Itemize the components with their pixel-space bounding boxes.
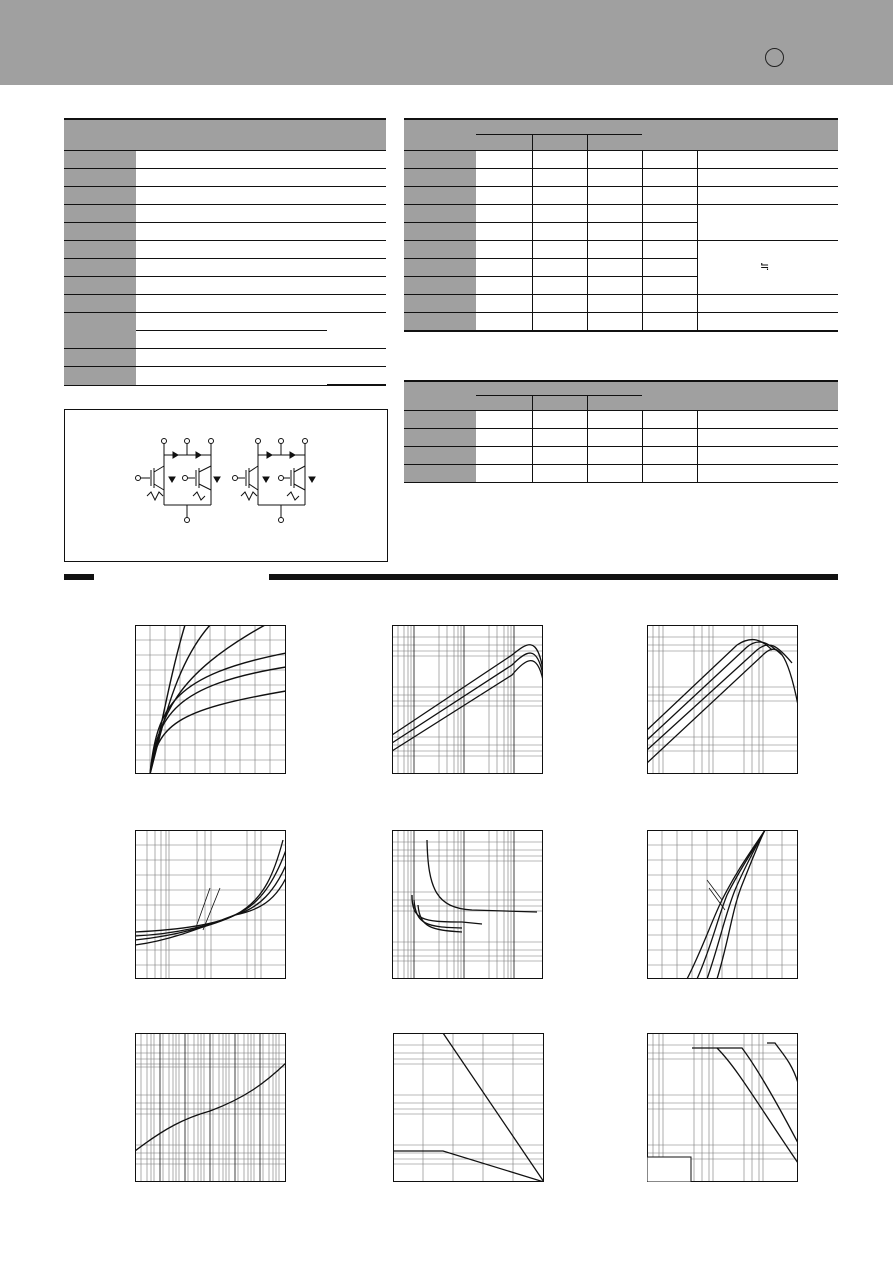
table-row: [64, 367, 386, 386]
circle-mark-icon: [765, 48, 784, 67]
switching-table-header: [404, 382, 838, 396]
table-row: [404, 447, 838, 465]
table-row: [404, 465, 838, 483]
ratings-table: [64, 120, 386, 386]
table-row: [64, 259, 386, 277]
table-row: [404, 151, 838, 169]
approx-symbol: ≒: [760, 261, 770, 273]
table-row: [64, 187, 386, 205]
table-row: [404, 411, 838, 429]
igbt-module-circuit-icon: [65, 410, 387, 561]
header-bar: [0, 0, 893, 85]
table-row: [404, 169, 838, 187]
table-row: [64, 169, 386, 187]
graph-derating: [393, 1033, 544, 1182]
table-row: [64, 151, 386, 169]
table-row: [64, 277, 386, 295]
table-row: [404, 187, 838, 205]
switching-table: [404, 382, 838, 483]
table-row: [64, 295, 386, 313]
graph-output-characteristics: [135, 625, 286, 774]
table-row: [404, 241, 838, 259]
section-bar-long: [269, 574, 838, 580]
graph-thermal-impedance: [135, 1033, 286, 1182]
table-row: [404, 313, 838, 332]
graph-safe-operating-area: [392, 625, 543, 774]
characteristics-table: [404, 120, 838, 332]
graph-capacitance: [135, 830, 286, 979]
characteristics-table-header: [404, 120, 838, 134]
table-row: [64, 241, 386, 259]
circuit-diagram-box: [64, 409, 388, 562]
section-bar-short: [64, 574, 94, 580]
table-row: [404, 295, 838, 313]
table-row: [64, 349, 386, 367]
table-row: [64, 205, 386, 223]
table-row: [404, 205, 838, 223]
graph-reverse-bias-soa: [647, 1033, 798, 1182]
table-row: [64, 313, 386, 331]
ratings-table-header: [64, 120, 386, 151]
graph-switching-time: [392, 830, 543, 979]
graph-transfer-characteristics: [647, 625, 798, 774]
table-row: [64, 223, 386, 241]
graph-gate-charge: [647, 830, 798, 979]
table-row: [404, 429, 838, 447]
